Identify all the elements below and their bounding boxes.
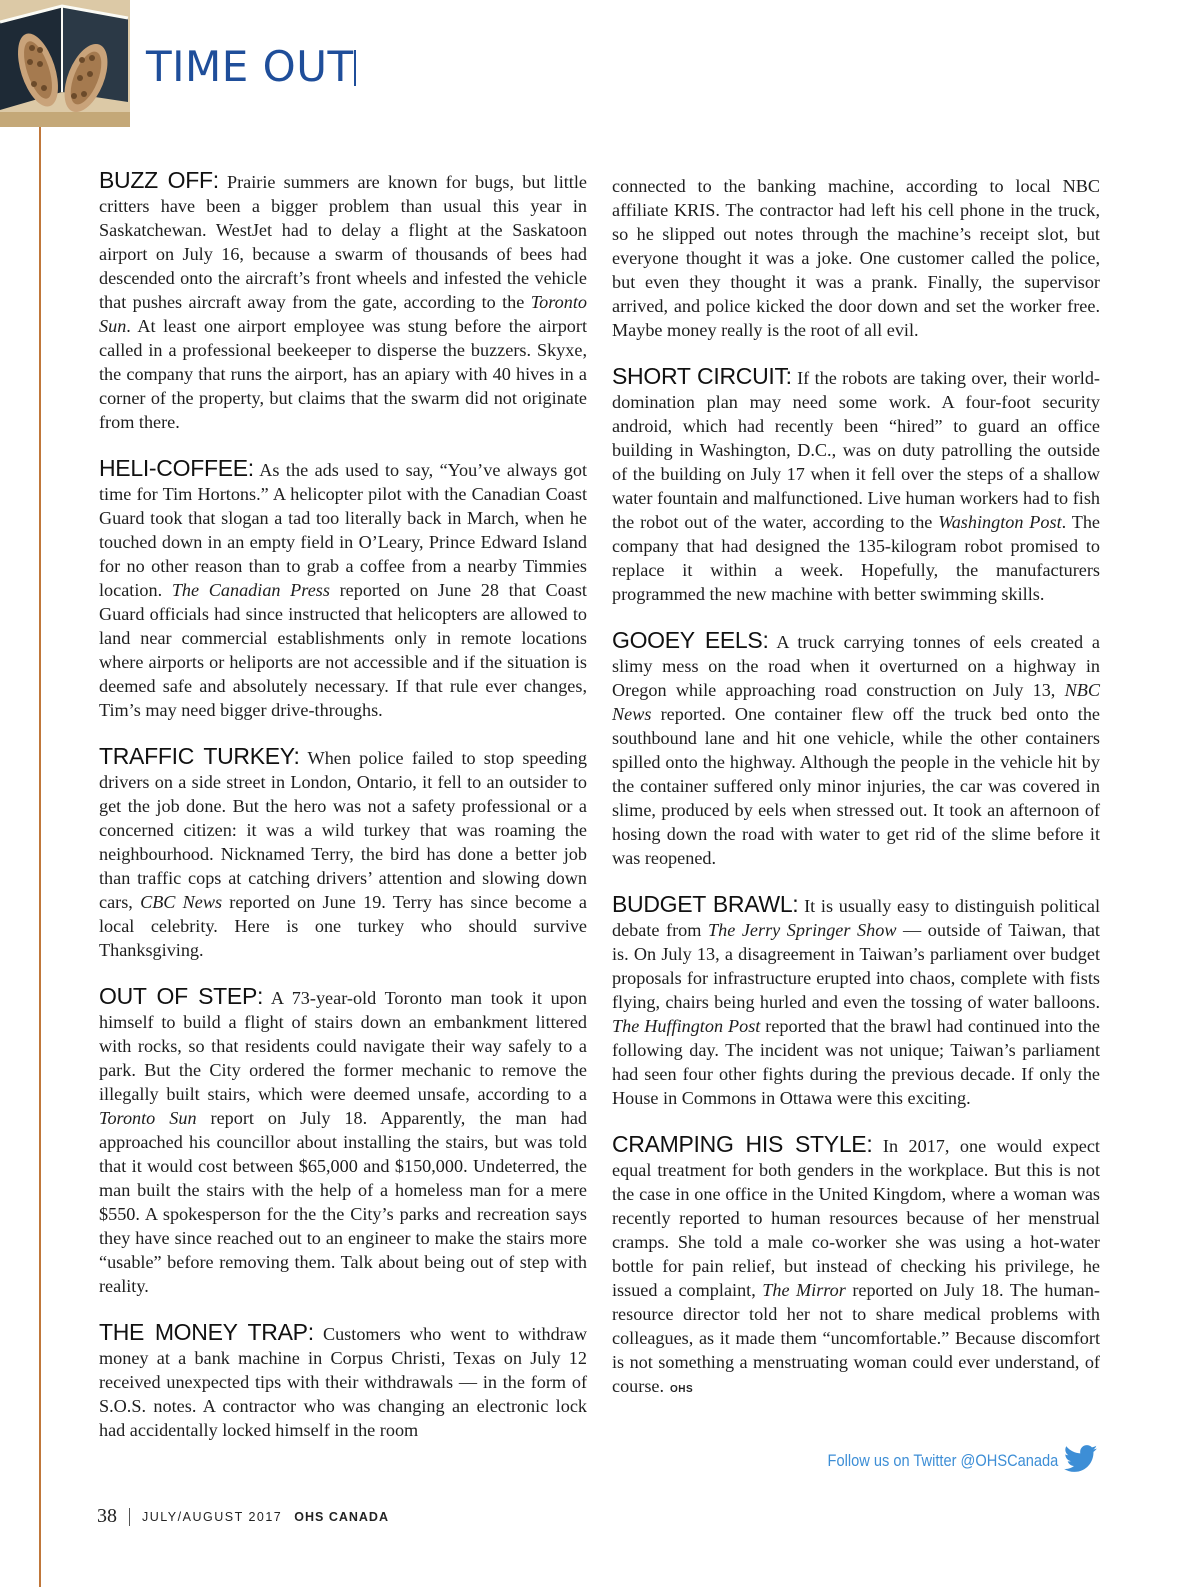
money-trap-continued: connected to the banking machine, according to local NBC affiliate KRIS. The contractor had left his cell phone in the truck, so he slipped out notes through the machine’s receipt slot, but everyone thought it was a joke. One customer called the police, but even they thought it was a prank. Finally, the supervisor arrived, and police kicked the door down and set the worker free. Maybe money really is the root of all evil. [612,176,1100,340]
story [99,984,587,1298]
right-stories [612,364,1100,1402]
story-kicker: THE MONEY TRAP: [99,1319,314,1345]
story-text: It is usually easy to distinguish political debate from [612,896,1100,940]
story [612,364,1100,606]
story-text: reported. One container flew off the truck bed onto the southbound lane and hit one vehicle, while the other containers spilled onto the highway. Although the people in the vehicle hit by the container suffered only minor injuries, the car was covered in slime, produced by eels when stressed out. It took an afternoon of hosing down the road with water to get rid of the slime before it was reopened. [612,704,1100,868]
story-text: reported on July 18. The human-resource director told her not to share medical problems with colleagues, as it made them “uncomfortable.” Because discomfort is not something a menstruating woman could ever understand, of course. [612,1280,1100,1396]
story-kicker: BUDGET BRAWL: [612,891,799,917]
story-text: — outside of Taiwan, that is. On July 13, a disagreement in Taiwan’s parliament over budget proposals for infrastructure erupted into chaos, complete with fists flying, chairs being hurled and even the tossing of water balloons. [612,920,1100,1012]
story [99,456,587,722]
publication-name: The Canadian Press [171,580,330,600]
publication-name: Toronto Sun [99,292,587,336]
section-title-bar [354,50,356,86]
story-kicker: OUT OF STEP: [99,983,264,1009]
section-title: TIME OUT [146,42,354,91]
page-number: 38 [97,1505,117,1527]
page-footer [97,1505,389,1528]
story-text: . At least one airport employee was stung before the airport called in a professional beekeeper to disperse the buzzers. Skyxe, the company that runs the airport, has an apiary with 40 hives in a corner of the property, but claims that the swarm did not originate from there. [99,316,587,432]
footer-divider [129,1508,130,1526]
story-kicker: HELI-COFFEE: [99,455,254,481]
publication-name: The Huffington Post [612,1016,761,1036]
story-text: Prairie summers are known for bugs, but little critters have been a bigger problem than usual this year in Saskatchewan. WestJet had to delay a flight at the Saskatoon airport on July 16, because a swarm of thousands of bees had descended onto the aircraft’s front wheels and infested the vehicle that pushes aircraft away from the gate, according to the [99,172,587,312]
story-text: A truck carrying tonnes of eels created a slimy mess on the road when it overturned on a highway in Oregon while approaching road construction on July 13, [612,632,1100,700]
story-text: When police failed to stop speeding drivers on a side street in London, Ontario, it fell to an outsider to get the job done. But the hero was not a safety professional or a concerned citizen: it was a wild turkey that was roaming the neighbourhood. Nicknamed Terry, the bird has done a better job than traffic cops at catching drivers’ attention and slowing down cars, [99,748,587,912]
story-kicker: CRAMPING HIS STYLE: [612,1131,873,1157]
story-kicker: GOOEY EELS: [612,627,769,653]
end-mark: OHS [670,1384,694,1395]
left-column [99,168,587,1464]
story [99,744,587,962]
boot-soles-book-icon [0,0,130,127]
left-stories [99,168,587,1442]
publication-name: NBC News [612,680,1100,724]
story [99,168,587,434]
story [612,628,1100,870]
story-text: If the robots are taking over, their world-domination plan may need some work. A four-foot security android, which had recently been “hired” to guard an office building in Washington, D.C., was on duty patrolling the outside of the building on July 17 when it fell over the steps of a shallow water fountain and malfunctioned. Live human workers had to fish the robot out of the water, according to the [612,368,1100,532]
story-text: report on July 18. Apparently, the man had approached his councillor about installing the stairs, but was told that it would cost between $65,000 and $150,000. Undeterred, the man built the stairs with the help of a homeless man for a mere $550. A spokesperson for the the City’s parks and recreation says they have since reached out to an engineer to make the stairs more “usable” before removing them. Talk about being out of step with reality. [99,1108,588,1296]
publication-name: The Jerry Springer Show [707,920,897,940]
twitter-bird-icon [1064,1445,1098,1478]
story-text: . The company that had designed the 135-kilogram robot promised to replace it within a week. Hopefully, the manufacturers programmed the new machine with better swimming skills. [612,512,1100,604]
story-text: reported on June 19. Terry has since become a local celebrity. Here is one turkey who should survive Thanksgiving. [99,892,587,960]
publication-name: The Mirror [762,1280,846,1300]
story-kicker: TRAFFIC TURKEY: [99,743,300,769]
publication-name: CBC News [140,892,223,912]
story-text: In 2017, one would expect equal treatment for both genders in the workplace. But this is not the case in one office in the United Kingdom, where a woman was recently reported to human resources because of her menstrual cramps. She told a male co-worker she was using a hot-water bottle for pain relief, but instead of checking his privilege, he issued a complaint, [612,1136,1100,1300]
story-kicker: BUZZ OFF: [99,167,219,193]
story-text: reported on June 28 that Coast Guard officials had since instructed that helicopters are allowed to land near commercial establishments only in remote locations where airports or heliports are not accessible and if the situation is deemed safe and absolutely necessary. If that rule ever changes, Tim’s may need bigger drive-throughs. [99,580,587,720]
story [612,1132,1100,1402]
right-column [612,168,1100,1424]
magazine-name: OHS CANADA [294,1509,389,1524]
story [99,1320,587,1442]
story-kicker: SHORT CIRCUIT: [612,363,792,389]
publication-name: Toronto Sun [99,1108,197,1128]
story-text: Customers who went to withdraw money at a bank machine in Corpus Christi, Texas on July 12 received unexpected tips with their withdrawals — in the form of S.O.S. notes. A contractor who was changing an electronic lock had accidentally locked himself in the room [99,1324,587,1440]
story [612,892,1100,1110]
story-text: A 73-year-old Toronto man took it upon himself to build a flight of stairs down an embankment littered with rocks, so that residents could navigate their way safely to a park. But the City ordered the former mechanic to remove the illegally built stairs, which were deemed unsafe, according to a [99,988,587,1104]
story-text: As the ads used to say, “You’ve always got time for Tim Hortons.” A helicopter pilot with the Canadian Coast Guard took that slogan a tad too literally back in March, when he touched down in an empty field in O’Leary, Prince Edward Island for no other reason than to grab a coffee from a nearby Timmies location. [99,460,587,600]
twitter-follow-text[interactable]: Follow us on Twitter @OHSCanada [827,1451,1058,1470]
margin-rule [39,0,41,1587]
issue-date: JULY/AUGUST 2017 [142,1509,283,1524]
publication-name: Washington Post [938,512,1062,532]
twitter-follow[interactable] [790,1446,1098,1476]
story-text: reported that the brawl had continued into the following day. The incident was not unique; Taiwan’s parliament had seen four other fights during the previous decade. If only the House in Commons in Ottawa were this exciting. [612,1016,1100,1108]
